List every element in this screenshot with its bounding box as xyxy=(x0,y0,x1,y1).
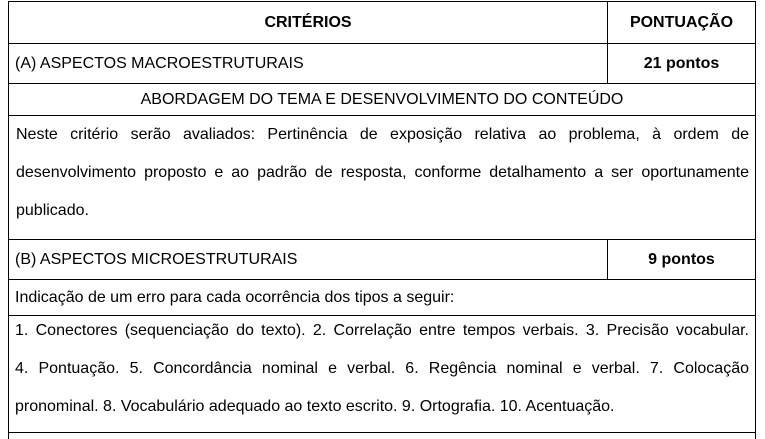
section-b-items-line-1: 1. Conectores (sequenciação do texto). 2. Correlação entre tempos verbais. 3. Precisão vocabular. xyxy=(15,322,749,339)
section-b-instruction-row xyxy=(8,279,756,315)
section-a-points-cell xyxy=(607,44,755,83)
section-b-points: 9 pontos xyxy=(648,250,715,268)
section-a-description-line-1: Neste critério serão avaliados: Pertinência de exposição relativa ao problema, à ordem de xyxy=(16,126,749,143)
section-a-subtitle: ABORDAGEM DO TEMA E DESENVOLVIMENTO DO CONTEÚDO xyxy=(140,90,624,108)
section-a-description-row xyxy=(8,115,756,239)
section-a-description-line-2: desenvolvimento proposto e ao padrão de resposta, conforme detalhamento a ser oportunamente xyxy=(16,164,749,181)
section-a-title: (A) ASPECTOS MACROESTRUTURAIS xyxy=(15,54,304,72)
section-a-subtitle-cell xyxy=(9,84,755,115)
section-b-instruction: Indicação de um erro para cada ocorrência dos tipos a seguir: xyxy=(15,288,455,306)
section-a-subtitle-row xyxy=(8,83,756,115)
section-b-items-line-2: 4. Pontuação. 5. Concordância nominal e verbal. 6. Regência nominal e verbal. 7. Colocação xyxy=(15,360,749,377)
section-b-row xyxy=(8,239,756,279)
section-b-items xyxy=(15,312,749,426)
criteria-header-label: CRITÉRIOS xyxy=(264,13,352,31)
score-header xyxy=(607,2,755,43)
criteria-header xyxy=(9,2,607,43)
section-b-items-row xyxy=(8,315,756,433)
score-header-label: PONTUAÇÃO xyxy=(629,13,734,31)
section-b-title-cell xyxy=(9,240,607,279)
section-b-items-line-3: pronominal. 8. Vocabulário adequado ao texto escrito. 9. Ortografia. 10. Acentuação. xyxy=(15,398,615,415)
section-a-description-line-3: publicado. xyxy=(16,202,89,219)
section-b-points-cell xyxy=(607,240,755,279)
next-row-cutoff xyxy=(8,432,756,439)
section-a-description xyxy=(16,116,749,230)
header-row xyxy=(8,1,756,43)
section-a-row xyxy=(8,43,756,83)
section-a-title-cell xyxy=(9,44,607,83)
section-b-instruction-cell xyxy=(9,280,755,315)
section-b-title: (B) ASPECTOS MICROESTRUTURAIS xyxy=(15,250,298,268)
section-a-points: 21 pontos xyxy=(643,54,720,72)
